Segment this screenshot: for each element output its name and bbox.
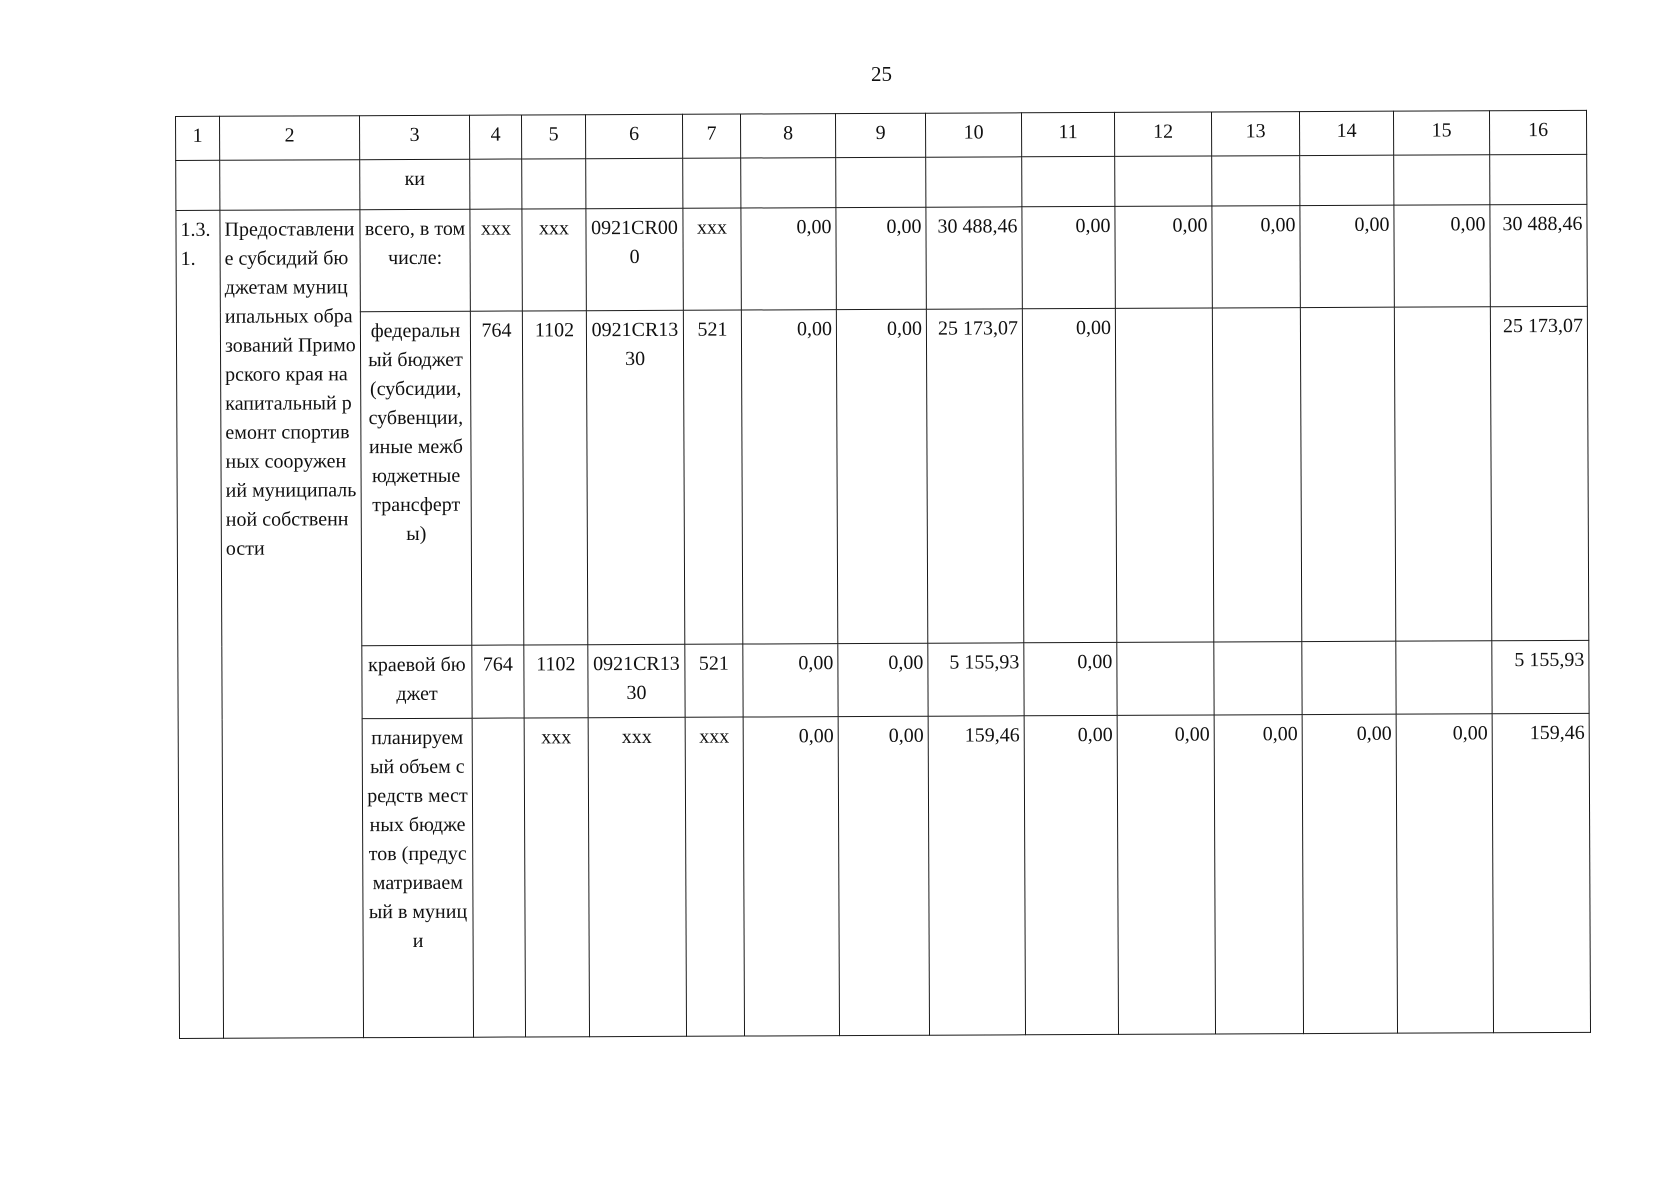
table-cell	[586, 158, 683, 208]
table-cell: 0921CR1330	[586, 310, 684, 644]
table-cell: 25 173,07	[1490, 306, 1588, 640]
table-cell: 0,00	[1396, 714, 1493, 1033]
table-cell: xxx	[522, 209, 586, 311]
table-cell: 521	[685, 644, 743, 717]
table-cell	[1396, 641, 1492, 714]
table-cell	[926, 157, 1022, 207]
table-cell: 5 155,93	[928, 643, 1024, 716]
column-number-row	[176, 110, 1587, 160]
table-cell: 0,00	[1022, 206, 1115, 308]
table-cell	[1490, 154, 1587, 204]
table-cell: 159,46	[928, 716, 1025, 1035]
column-header: 6	[585, 114, 682, 158]
column-header: 2	[220, 116, 360, 161]
funding-source: планируемый объем средств местных бюджетов (предусматриваемый в муници	[362, 718, 473, 1037]
table-cell	[1394, 307, 1491, 641]
table-cell: 0,00	[743, 717, 839, 1036]
table-cell	[741, 158, 836, 208]
table-cell: 0921CR1330	[588, 644, 685, 717]
table-cell: 0,00	[743, 644, 838, 717]
table-cell	[472, 718, 525, 1037]
table-cell: 0,00	[1212, 206, 1300, 308]
table-cell: xxx	[588, 717, 686, 1036]
table-cell: 30 488,46	[926, 207, 1022, 309]
table-cell	[836, 157, 926, 207]
column-header: 9	[835, 113, 925, 157]
table-cell: 0,00	[838, 716, 929, 1035]
column-header: 5	[521, 115, 585, 159]
table-cell: 0,00	[741, 208, 836, 310]
continuation-text: ки	[360, 159, 470, 209]
table-cell	[1117, 642, 1214, 715]
table-cell: 0921CR000	[586, 208, 683, 310]
table-cell: 25 173,07	[926, 309, 1023, 643]
table-cell	[1302, 641, 1396, 714]
column-header: 4	[469, 115, 521, 159]
column-header: 11	[1021, 112, 1114, 156]
column-header: 1	[176, 116, 220, 160]
funding-source: федеральный бюджет (субсидии, субвенции, иные межбюджетные трансферты)	[360, 311, 471, 645]
column-header: 15	[1393, 111, 1489, 155]
table-cell: xxx	[685, 717, 744, 1036]
table-cell: 1102	[524, 645, 588, 718]
column-header: 16	[1489, 110, 1586, 154]
table-cell: 0,00	[1300, 205, 1394, 307]
table-cell	[470, 159, 522, 209]
table-cell: xxx	[683, 208, 741, 310]
column-header: 14	[1299, 111, 1393, 155]
column-header: 10	[925, 113, 1021, 157]
table-cell	[176, 160, 220, 210]
table-cell: 0,00	[1022, 308, 1116, 642]
table-cell: 0,00	[836, 309, 927, 643]
table-cell: 0,00	[838, 643, 928, 716]
table-cell: 5 155,93	[1492, 640, 1589, 713]
page-number: 25	[871, 62, 892, 86]
table-cell: 0,00	[836, 207, 926, 309]
table-row	[176, 306, 1588, 646]
table-cell: 0,00	[1024, 642, 1117, 715]
table-cell: 0,00	[1115, 206, 1212, 308]
table-cell	[1300, 307, 1395, 641]
table-cell: xxx	[524, 718, 589, 1037]
item-name: Предоставление субсидий бюджетам муниципальных образований Приморского края на капитальный ремонт спортивных сооружений муниципальной собственности	[220, 210, 364, 1039]
table-cell	[1300, 155, 1394, 205]
table-cell	[1212, 156, 1300, 206]
table-cell: 0,00	[1024, 715, 1118, 1034]
table-cell: 0,00	[1117, 715, 1215, 1034]
table-cell: 0,00	[1302, 714, 1397, 1033]
table-cell: 764	[472, 645, 524, 718]
table-cell	[683, 158, 741, 208]
table-cell: 0,00	[741, 310, 837, 644]
column-header: 3	[360, 115, 470, 159]
table-cell	[1115, 308, 1213, 642]
table-cell	[1115, 156, 1212, 206]
table-cell: 159,46	[1492, 713, 1590, 1032]
table-row	[178, 640, 1589, 719]
table-cell	[1212, 308, 1301, 642]
table-cell	[220, 160, 360, 211]
table-cell	[1022, 156, 1115, 206]
table-cell: 764	[470, 311, 523, 645]
table-row	[178, 713, 1590, 1038]
funding-source: всего, в том числе:	[360, 209, 470, 311]
table-cell: 0,00	[1394, 205, 1490, 307]
table-cell: xxx	[470, 209, 522, 311]
table-cell	[522, 159, 586, 209]
column-header: 7	[682, 114, 740, 158]
table-cell: 30 488,46	[1490, 204, 1587, 306]
funding-source: краевой бюджет	[362, 645, 472, 718]
continuation-row	[176, 154, 1587, 210]
table-cell: 0,00	[1214, 715, 1303, 1034]
column-header: 12	[1114, 112, 1211, 156]
table-cell	[1394, 155, 1490, 205]
table-row	[176, 204, 1587, 312]
budget-table	[175, 110, 1591, 1039]
table-cell	[1214, 642, 1302, 715]
column-header: 8	[740, 114, 835, 158]
table-cell: 1102	[522, 311, 587, 645]
column-header: 13	[1211, 112, 1299, 156]
table-cell: 521	[683, 310, 742, 644]
item-number: 1.3.1.	[176, 210, 224, 1038]
